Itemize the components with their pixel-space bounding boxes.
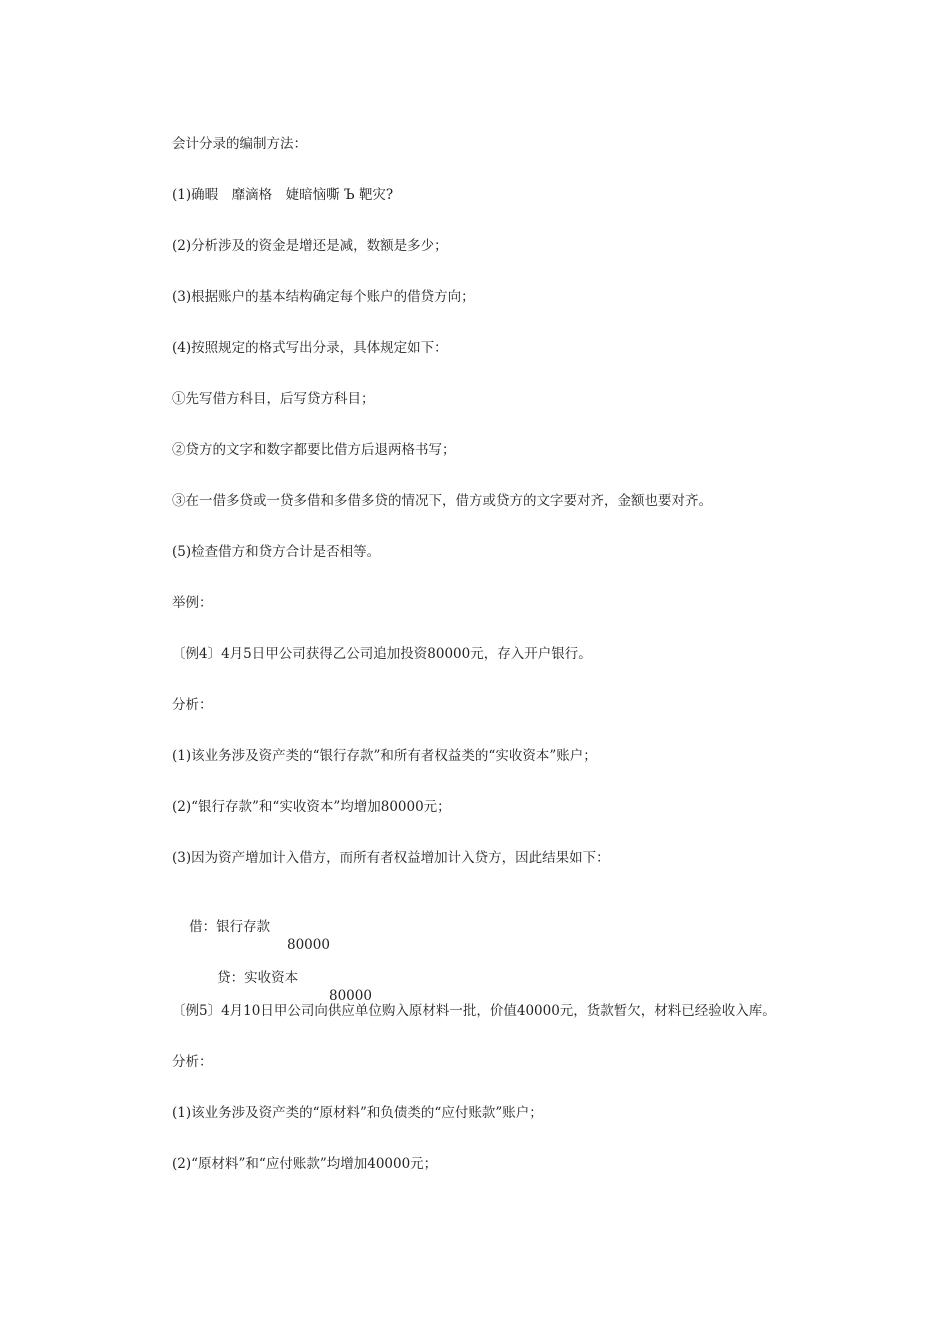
step-3: (3)根据账户的基本结构确定每个账户的借贷方向； bbox=[172, 289, 475, 305]
step-1: (1)确暇 靡滴格 婕暗恼嘶 Ъ 靶灾? bbox=[172, 187, 394, 203]
example-4-analysis-2: (2)“银行存款”和“实收资本”均增加80000元； bbox=[172, 799, 451, 815]
examples-heading: 举例： bbox=[172, 595, 213, 611]
example-5-analysis-2: (2)“原材料”和“应付账款”均增加40000元； bbox=[172, 1156, 438, 1172]
example-4-analysis-heading: 分析： bbox=[172, 697, 213, 713]
example-4-analysis-3: (3)因为资产增加计入借方，而所有者权益增加计入贷方，因此结果如下： bbox=[172, 850, 610, 866]
rule-1: ①先写借方科目，后写贷方科目； bbox=[172, 391, 375, 407]
rule-3: ③在一借多贷或一贷多借和多借多贷的情况下，借方或贷方的文字要对齐，金额也要对齐。 bbox=[172, 493, 712, 509]
step-5: (5)检查借方和贷方合计是否相等。 bbox=[172, 544, 381, 560]
example-5-text: 〔例5〕4月10日甲公司向供应单位购入原材料一批，价值40000元，货款暂欠，材料已经验收入库。 bbox=[172, 1003, 776, 1019]
debit-amount: 80000 bbox=[287, 937, 330, 953]
step-2: (2)分析涉及的资金是增还是减，数额是多少； bbox=[172, 238, 448, 254]
rule-2: ②贷方的文字和数字都要比借方后退两格书写； bbox=[172, 442, 456, 458]
example-5-analysis-heading: 分析： bbox=[172, 1054, 213, 1070]
credit-account: 贷：实收资本 bbox=[217, 970, 299, 986]
credit-amount: 80000 bbox=[329, 988, 372, 1004]
example-5-analysis-1: (1)该业务涉及资产类的“原材料”和负债类的“应付账款”账户； bbox=[172, 1105, 543, 1121]
step-4: (4)按照规定的格式写出分录，具体规定如下： bbox=[172, 340, 448, 356]
example-4-text: 〔例4〕4月5日甲公司获得乙公司追加投资80000元，存入开户银行。 bbox=[172, 646, 592, 662]
section-heading: 会计分录的编制方法： bbox=[172, 136, 307, 152]
debit-account: 借：银行存款 bbox=[189, 919, 271, 935]
example-4-analysis-1: (1)该业务涉及资产类的“银行存款”和所有者权益类的“实收资本”账户； bbox=[172, 748, 597, 764]
